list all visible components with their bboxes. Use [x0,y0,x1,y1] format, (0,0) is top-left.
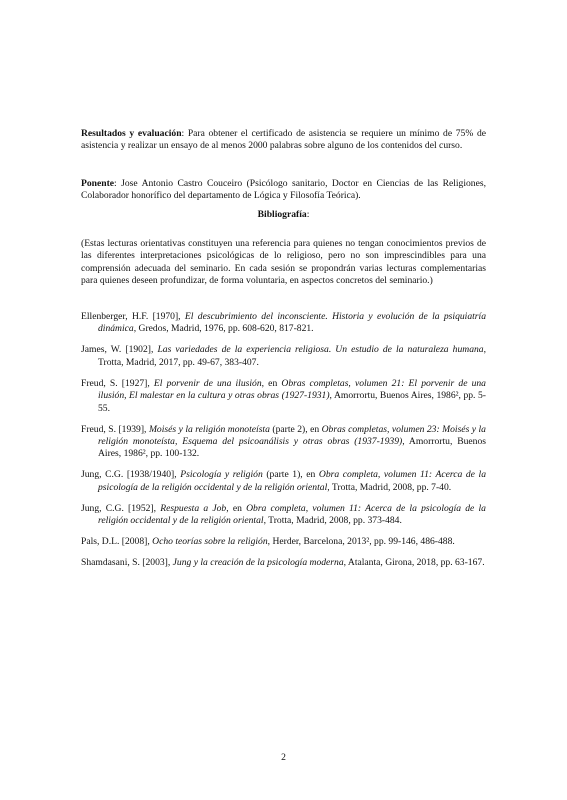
reference-publisher: , Trotta, Madrid, 2017, pp. 49-67, 383-407. [98,344,486,368]
reference-title: El descubrimiento del inconsciente. Historia y evolución de la psiquiatría dinámica [98,311,486,335]
results-text: : Para obtener el certificado de asistencia se requiere un mínimo de 75% de asistencia y realizar un ensayo de al menos 2000 palabras sobre alguno de los contenidos del curso. [81,128,486,152]
reference-item [81,311,486,336]
reference-author: James, W. [1902], [81,344,158,356]
reference-publisher: , Herder, Barcelona, 2013², pp. 99-146, 486-488. [267,536,455,548]
reference-author: Jung, C.G. [1938/1940], [81,469,181,481]
bibliography-note: (Estas lecturas orientativas constituyen una referencia para quienes no tengan conocimientos previos de las diferentes interpretaciones psicológicas de lo religioso, pero no son imprescindibles para una comprensión adecuada del seminario. En cada sesión se propondrán varias lecturas complementarias para quienes deseen profundizar, de forma voluntaria, en aspectos concretos del seminario.) [81,238,486,287]
reference-title: Jung y la creación de la psicología moderna [172,557,344,569]
reference-item [81,503,486,528]
bibliography-heading [81,209,486,221]
reference-author: Freud, S. [1927], [81,377,154,389]
page-number: 2 [281,752,286,763]
reference-connector: (parte 2), en [269,423,322,435]
results-paragraph [81,128,486,153]
reference-author: Shamdasani, S. [2003], [81,557,173,569]
reference-item [81,344,486,369]
reference-author: Jung, C.G. [1952], [81,502,161,514]
reference-item [81,424,486,461]
speaker-paragraph [81,178,486,203]
speaker-text: : Jose Antonio Castro Couceiro (Psicólogo sanitario, Doctor en Ciencias de las Religiones, Colaborador honorífico del departamento de Lógica y Filosofía Teórica). [81,178,486,202]
reference-item [81,378,486,415]
reference-volume-title: Obras completas, volumen 23: Moisés y la religión monoteísta, Esquema del psicoanálisis y otras obras (1937-1939) [98,423,486,448]
results-label: Resultados y evaluación [81,128,182,139]
reference-publisher: , Amorrortu, Buenos Aires, 1986², pp. 100-132. [98,436,486,460]
reference-connector: , en [261,377,282,389]
reference-publisher: , Amorrortu, Buenos Aires, 1986², pp. 5-55. [98,390,486,414]
reference-item [81,536,486,548]
reference-publisher: , Atalanta, Girona, 2018, pp. 63-167. [343,557,485,569]
reference-item [81,557,486,569]
bibliography-heading-suffix: : [306,209,310,220]
reference-item [81,469,486,494]
reference-author: Freud, S. [1939], [81,423,149,435]
speaker-label: Ponente [81,178,115,189]
reference-author: Ellenberger, H.F. [1970], [81,311,185,322]
reference-connector: (parte 1), en [262,469,319,481]
reference-publisher: , Trotta, Madrid, 2008, pp. 373-484. [263,515,402,527]
reference-publisher: , Trotta, Madrid, 2008, pp. 7-40. [327,481,452,493]
reference-title: El porvenir de una ilusión [153,377,262,389]
bibliography-heading-text: Bibliografía [257,209,307,220]
reference-publisher: , Gredos, Madrid, 1976, pp. 608-620, 817-821. [133,323,314,335]
reference-list [81,311,486,578]
reference-title: Respuesta a Job [160,502,227,514]
reference-volume-title: Obra completa, volumen 11: Acerca de la psicología de la religión occidental y de la religión oriental [98,502,486,527]
reference-title: Psicología y religión [180,469,263,481]
reference-connector: , en [226,502,247,514]
reference-volume-title: Obras completas, volumen 21: El porvenir de una ilusión, El malestar en la cultura y otras obras (1927-1931) [98,377,486,402]
reference-title: Ocho teorías sobre la religión [152,536,268,548]
reference-title: Las variedades de la experiencia religiosa. Un estudio de la naturaleza humana [157,344,484,356]
reference-title: Moisés y la religión monoteísta [148,423,270,435]
reference-author: Pals, D.L. [2008], [81,536,153,548]
reference-volume-title: Obra completa, volumen 11: Acerca de la psicología de la religión occidental y de la religión oriental [98,469,486,493]
